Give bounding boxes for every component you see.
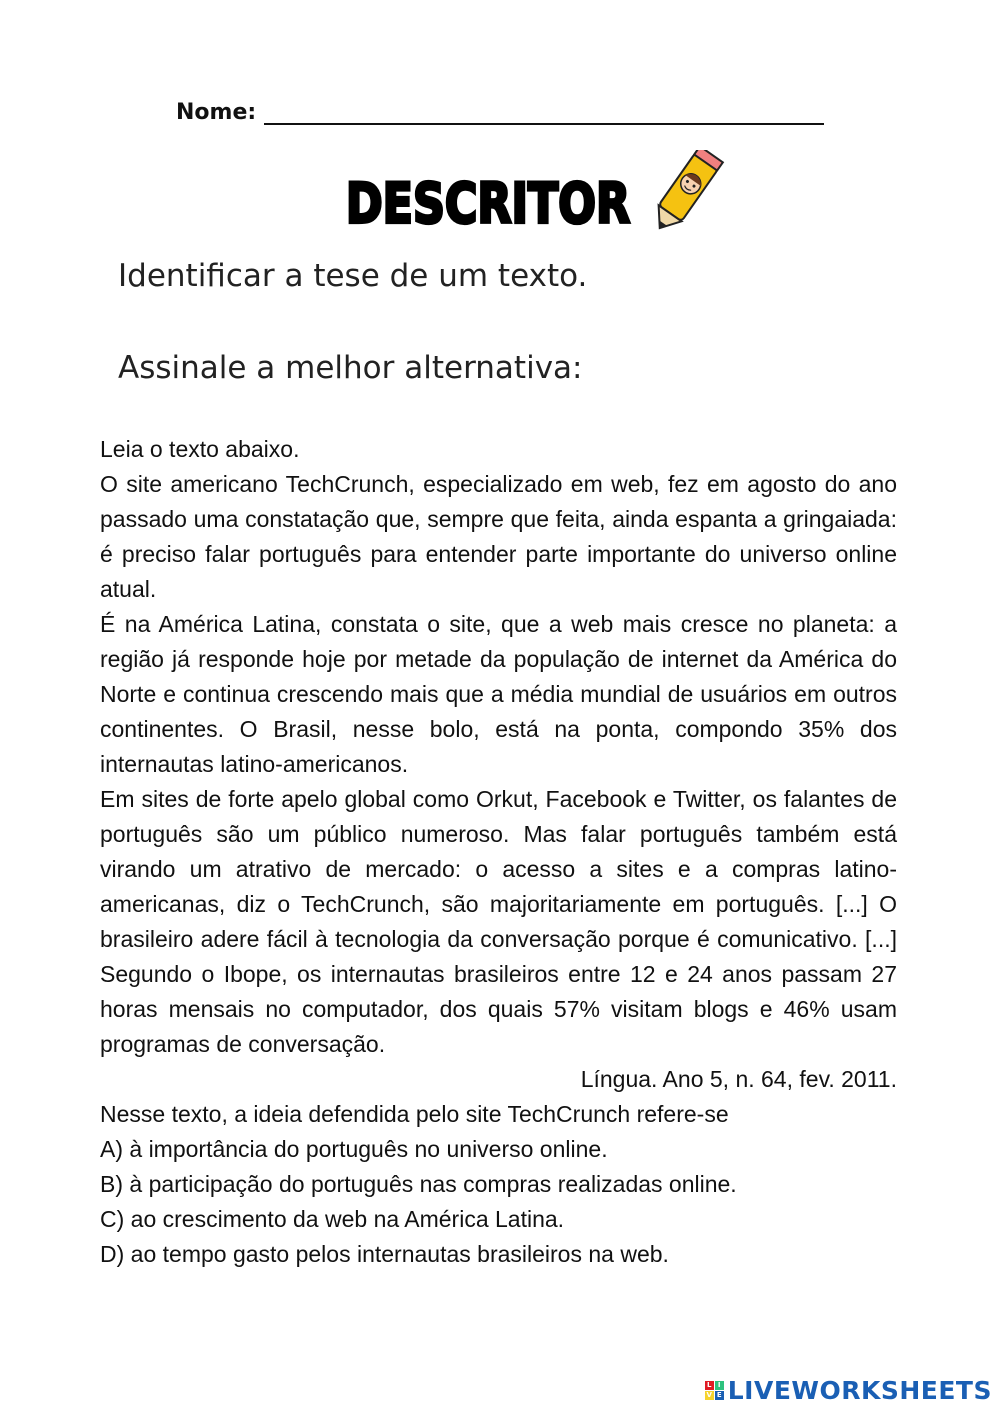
option-d[interactable]: D) ao tempo gasto pelos internautas brasileiros na web. — [100, 1241, 669, 1267]
instruction-heading: Assinale a melhor alternativa: — [118, 350, 583, 386]
name-label: Nome: — [176, 100, 257, 125]
liveworksheets-logo-icon — [705, 1381, 724, 1400]
wm-letter: E — [715, 1391, 724, 1400]
text-paragraph: O site americano TechCrunch, especializado em web, fez em agosto do ano passado uma constatação que, sempre que feita, ainda espanta a gringaiada: é preciso falar português para entender parte importante do universo online atual. — [100, 471, 897, 602]
wm-letter: I — [715, 1381, 724, 1390]
wm-letter: L — [705, 1381, 714, 1390]
pencil-character-icon — [648, 150, 723, 236]
option-c[interactable]: C) ao crescimento da web na América Latina. — [100, 1206, 565, 1232]
option-a[interactable]: A) à importância do português no universo online. — [100, 1136, 608, 1162]
watermark-text: LIVEWORKSHEETS — [727, 1375, 992, 1405]
descritor-logo — [340, 150, 730, 240]
reading-text — [100, 432, 897, 1272]
text-intro: Leia o texto abaixo. — [100, 436, 300, 462]
skill-heading: Identificar a tese de um texto. — [118, 258, 588, 294]
text-source: Língua. Ano 5, n. 64, fev. 2011. — [580, 1066, 897, 1092]
name-blank-line — [264, 101, 824, 125]
liveworksheets-watermark — [705, 1376, 992, 1404]
text-paragraph: É na América Latina, constata o site, que a web mais cresce no planeta: a região já responde hoje por metade da população de internet da América do Norte e continua crescendo mais que a média mundial de usuários em outros continentes. O Brasil, nesse bolo, está na ponta, compondo 35% dos internautas latino-americanos. — [100, 611, 897, 777]
logo-text: DESCRITOR — [345, 172, 631, 237]
question-stem: Nesse texto, a ideia defendida pelo site TechCrunch refere-se — [100, 1101, 729, 1127]
wm-letter: V — [706, 1390, 712, 1399]
text-paragraph: Em sites de forte apelo global como Orkut, Facebook e Twitter, os falantes de português são um público numeroso. Mas falar português também está virando um atrativo de mercado: o acesso a sites e a compras latino-americanas, diz o TechCrunch, são majoritariamente em português. [...] O brasileiro adere fácil à tecnologia da conversação porque é comunicativo. [...] Segundo o Ibope, os internautas brasileiros entre 12 e 24 anos passam 27 horas mensais no computador, dos quais 57% visitam blogs e 46% usam programas de conversação. — [100, 786, 897, 1057]
option-b[interactable]: B) à participação do português nas compras realizadas online. — [100, 1171, 737, 1197]
name-field — [176, 100, 824, 125]
